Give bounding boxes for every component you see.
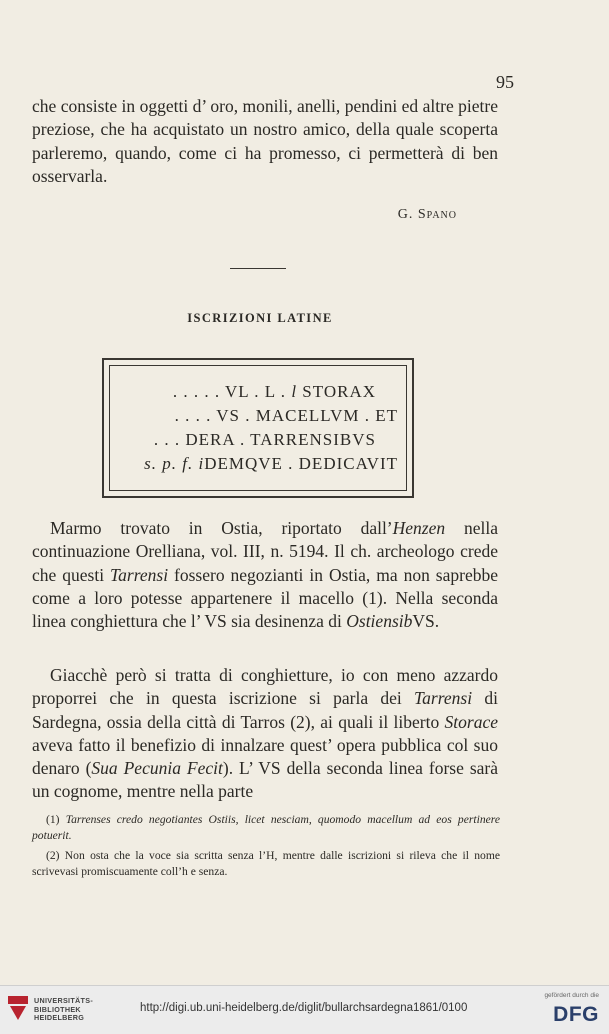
opening-paragraph: che consiste in oggetti d’ oro, monili, anelli, pendini ed altre pietre preziose, che ha acquistato un nostro amico, della quale scoperta parleremo, quando, come ci ha promesso, ci permetterà di ben osservarla. (32, 96, 498, 186)
viewer-footer (0, 985, 609, 1034)
page-number: 95 (496, 72, 514, 92)
university-library-logo-icon (8, 996, 28, 1022)
paragraph-conjecture: Giacchè però si tratta di conghietture, io con meno azzardo proporrei che in questa iscrizione si parla dei Tarrensi di Sardegna, ossia della città di Tarros (2), ai quali il liberto Storace aveva fatto il benefizio di innalzare quest’ opera pubblica col suo denaro (Sua Pecunia Fecit). L’ VS della seconda linea forse sarà un cognome, mentre nella parte (32, 665, 498, 802)
dfg-logo: DFG (553, 1003, 599, 1026)
footnote-2: (2) Non osta che la voce sia scritta senza l’H, mentre dalle iscrizioni si rileva che il nome scrivevasi promiscuamente coll’h e senza. (32, 849, 500, 878)
section-divider (230, 268, 286, 269)
inscription-line-3: . . . DERA . TARRENSIBVS (153, 430, 376, 449)
inscription-frame (102, 358, 414, 498)
footnote-1: (1) Tarrenses credo negotiantes Ostiis, licet nesciam, quomodo macellum ad eos pertinere potuerit. (32, 813, 500, 842)
permalink-url[interactable]: http://digi.ub.uni-heidelberg.de/diglit/bullarchsardegna1861/0100 (140, 1002, 468, 1014)
inscription-line-2: . . . . VS . MACELLVM . ET (174, 406, 398, 425)
funded-by-label: gefördert durch die (544, 992, 599, 999)
inscription-line-1: . . . . . VL . L . l STORAX (172, 382, 376, 401)
section-title: ISCRIZIONI LATINE (187, 311, 333, 325)
inscription-line-4: s. p. f. iDEMQVE . DEDICAVIT (144, 454, 398, 473)
signature: G. Spano (397, 207, 457, 222)
library-name: UNIVERSITÄTS- BIBLIOTHEK HEIDELBERG (34, 996, 94, 1022)
paragraph-commentary: Marmo trovato in Ostia, riportato dall’Henzen nella continuazione Orelliana, vol. III, n. 5194. Il ch. archeologo crede che questi Tarrensi fossero negozianti in Ostia, ma non saprebbe come a loro potesse appartenere il macello (1). Nella seconda linea conghiettura che l’ VS sia desinenza di OstiensibVS. (32, 518, 498, 632)
